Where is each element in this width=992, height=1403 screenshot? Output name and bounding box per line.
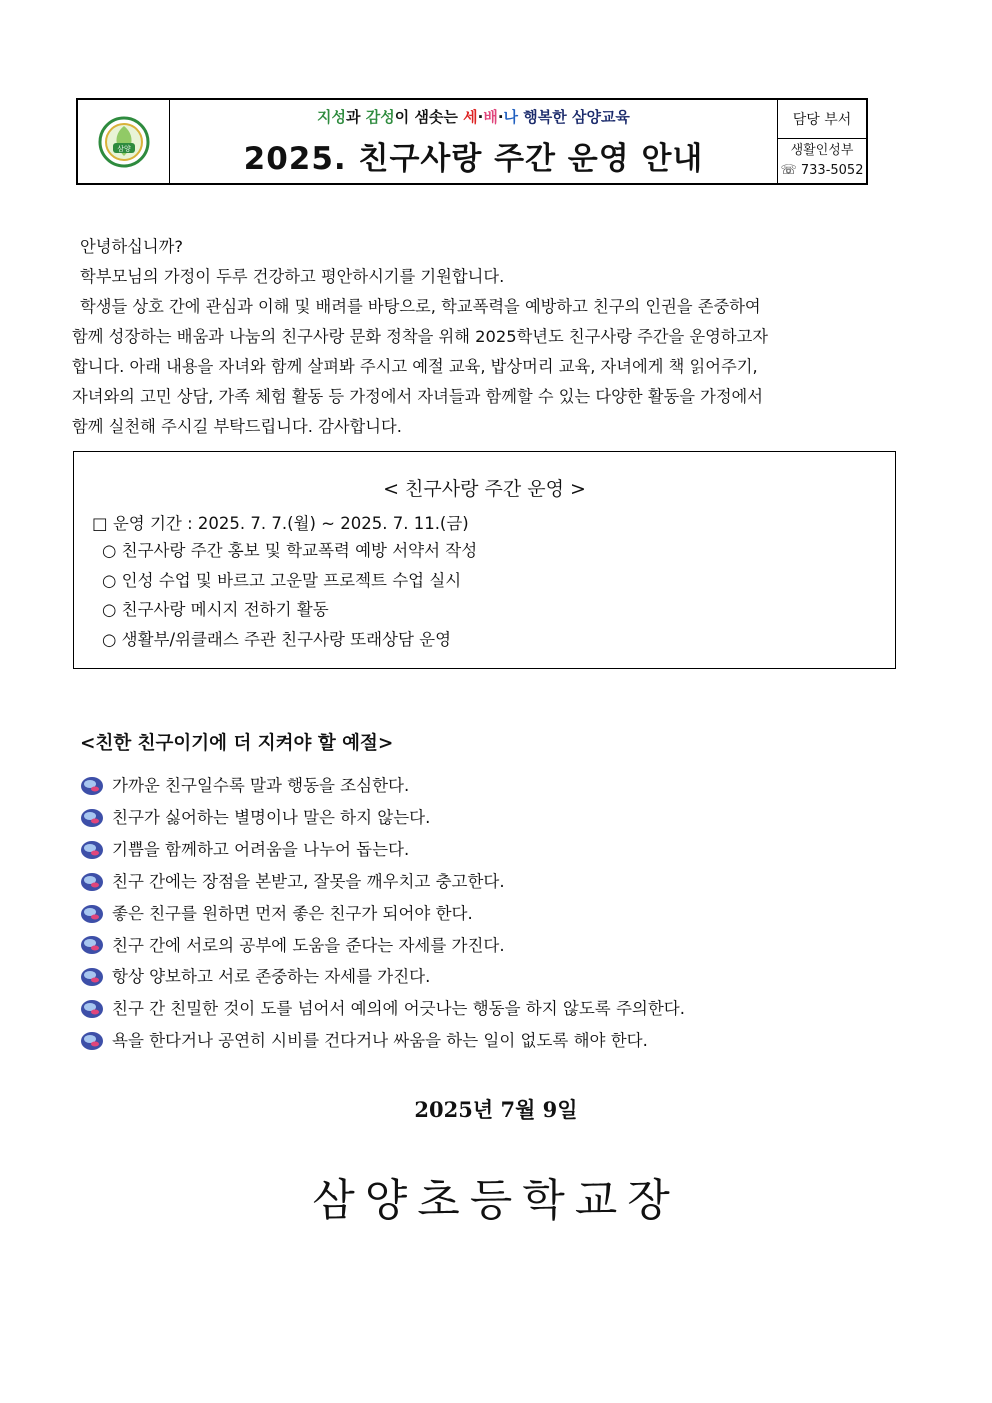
paragraph-line: 자녀와의 고민 상담, 가족 체험 활동 등 가정에서 자녀들과 함께할 수 있는 다양한 활동을 가정에서 — [72, 387, 764, 406]
manner-text: 좋은 친구를 원하면 먼저 좋은 친구가 되어야 한다. — [112, 903, 473, 923]
paragraph-line: 학생들 상호 간에 관심과 이해 및 배려를 바탕으로, 학교폭력을 예방하고 친구의 인권을 존중하여 — [80, 297, 761, 316]
greeting: 안녕하십니까? — [80, 237, 184, 256]
list-item — [80, 930, 685, 962]
department-name: 생활인성부 — [790, 143, 854, 158]
slogan-part: 나 — [503, 108, 519, 126]
paragraph-line: 합니다. 아래 내용을 자녀와 함께 살펴봐 주시고 예절 교육, 밥상머리 교육, 자녀에게 책 읽어주기, — [72, 357, 758, 376]
slogan-part: 행복한 삼양교육 — [518, 108, 630, 126]
slogan-part: 과 — [346, 108, 366, 126]
title-cell — [170, 100, 778, 183]
slogan-part: 감성 — [365, 108, 395, 126]
friend-bullet-icon — [80, 776, 104, 796]
friend-bullet-icon — [80, 999, 104, 1019]
manner-text: 친구가 싫어하는 별명이나 말은 하지 않는다. — [112, 807, 431, 827]
manner-text: 욕을 한다거나 공연히 시비를 건다거나 싸움을 하는 일이 없도록 해야 한다. — [112, 1031, 648, 1051]
school-logo-cell — [78, 100, 170, 183]
school-emblem-icon — [98, 116, 150, 168]
friend-bullet-icon — [80, 840, 104, 860]
department-cell — [778, 100, 866, 183]
page-title: 2025. 친구사랑 주간 운영 안내 — [243, 141, 704, 177]
list-item: ○ 친구사랑 주간 홍보 및 학교폭력 예방 서약서 작성 — [102, 541, 478, 560]
operation-list — [102, 536, 477, 654]
manner-text: 친구 간에 서로의 공부에 도움을 준다는 자세를 가진다. — [112, 935, 505, 955]
paragraph-line: 함께 성장하는 배움과 나눔의 친구사랑 문화 정착을 위해 2025학년도 친구사랑 주간을 운영하고자 — [72, 327, 769, 346]
list-item — [80, 770, 685, 802]
slogan-part: 세 — [463, 108, 478, 126]
operation-period: □ 운영 기간 : 2025. 7. 7.(월) ~ 2025. 7. 11.(금) — [92, 514, 469, 533]
manner-text: 친구 간 친밀한 것이 도를 넘어서 예의에 어긋나는 행동을 하지 않도록 주의한다. — [112, 999, 685, 1019]
list-item — [80, 1025, 685, 1057]
letter-body — [72, 232, 898, 442]
manner-text: 기쁨을 함께하고 어려움을 나누어 돕는다. — [112, 839, 410, 859]
friend-bullet-icon — [80, 967, 104, 987]
slogan-part: 이 샘솟는 — [394, 108, 464, 126]
manner-text: 가까운 친구일수록 말과 행동을 조심한다. — [112, 776, 410, 795]
slogan-part: 배 — [483, 108, 498, 126]
box-title: < 친구사랑 주간 운영 > — [383, 478, 586, 500]
list-item — [80, 802, 685, 834]
document-date: 2025년 7월 9일 — [414, 1097, 578, 1122]
friend-bullet-icon — [80, 808, 104, 828]
manners-list — [80, 770, 685, 1057]
operation-box — [73, 451, 896, 669]
friend-bullet-icon — [80, 935, 104, 955]
paragraph-line: 함께 실천해 주시길 부탁드립니다. 감사합니다. — [72, 417, 402, 436]
list-item — [80, 993, 685, 1025]
manner-text: 항상 양보하고 서로 존중하는 자세를 가진다. — [112, 967, 431, 987]
friend-bullet-icon — [80, 872, 104, 892]
list-item — [80, 898, 685, 930]
list-item: ○ 생활부/위클래스 주관 친구사랑 또래상담 운영 — [102, 629, 452, 649]
slogan-part: 지성 — [317, 108, 347, 126]
slogan-part: · — [497, 108, 504, 126]
list-item: ○ 친구사랑 메시지 전하기 활동 — [102, 600, 329, 619]
header-table — [76, 98, 868, 185]
department-phone: ☏ 733-5052 — [780, 163, 864, 178]
department-label: 담당 부서 — [778, 100, 866, 139]
list-item — [80, 961, 685, 993]
slogan — [170, 106, 777, 127]
friend-bullet-icon — [80, 1031, 104, 1051]
manner-text: 친구 간에는 장점을 본받고, 잘못을 깨우치고 충고한다. — [112, 871, 505, 891]
slogan-part: · — [477, 108, 484, 126]
list-item: ○ 인성 수업 및 바르고 고운말 프로젝트 수업 실시 — [102, 570, 462, 590]
principal-signature: 삼양초등학교장 — [312, 1175, 680, 1226]
wish-line: 학부모님의 가정이 두루 건강하고 평안하시기를 기원합니다. — [80, 267, 505, 286]
manners-title: <친한 친구이기에 더 지켜야 할 예절> — [80, 733, 394, 754]
list-item — [80, 866, 685, 898]
friend-bullet-icon — [80, 904, 104, 924]
list-item — [80, 834, 685, 866]
department-info — [778, 139, 866, 183]
logo-text: 삼양 — [116, 144, 131, 153]
